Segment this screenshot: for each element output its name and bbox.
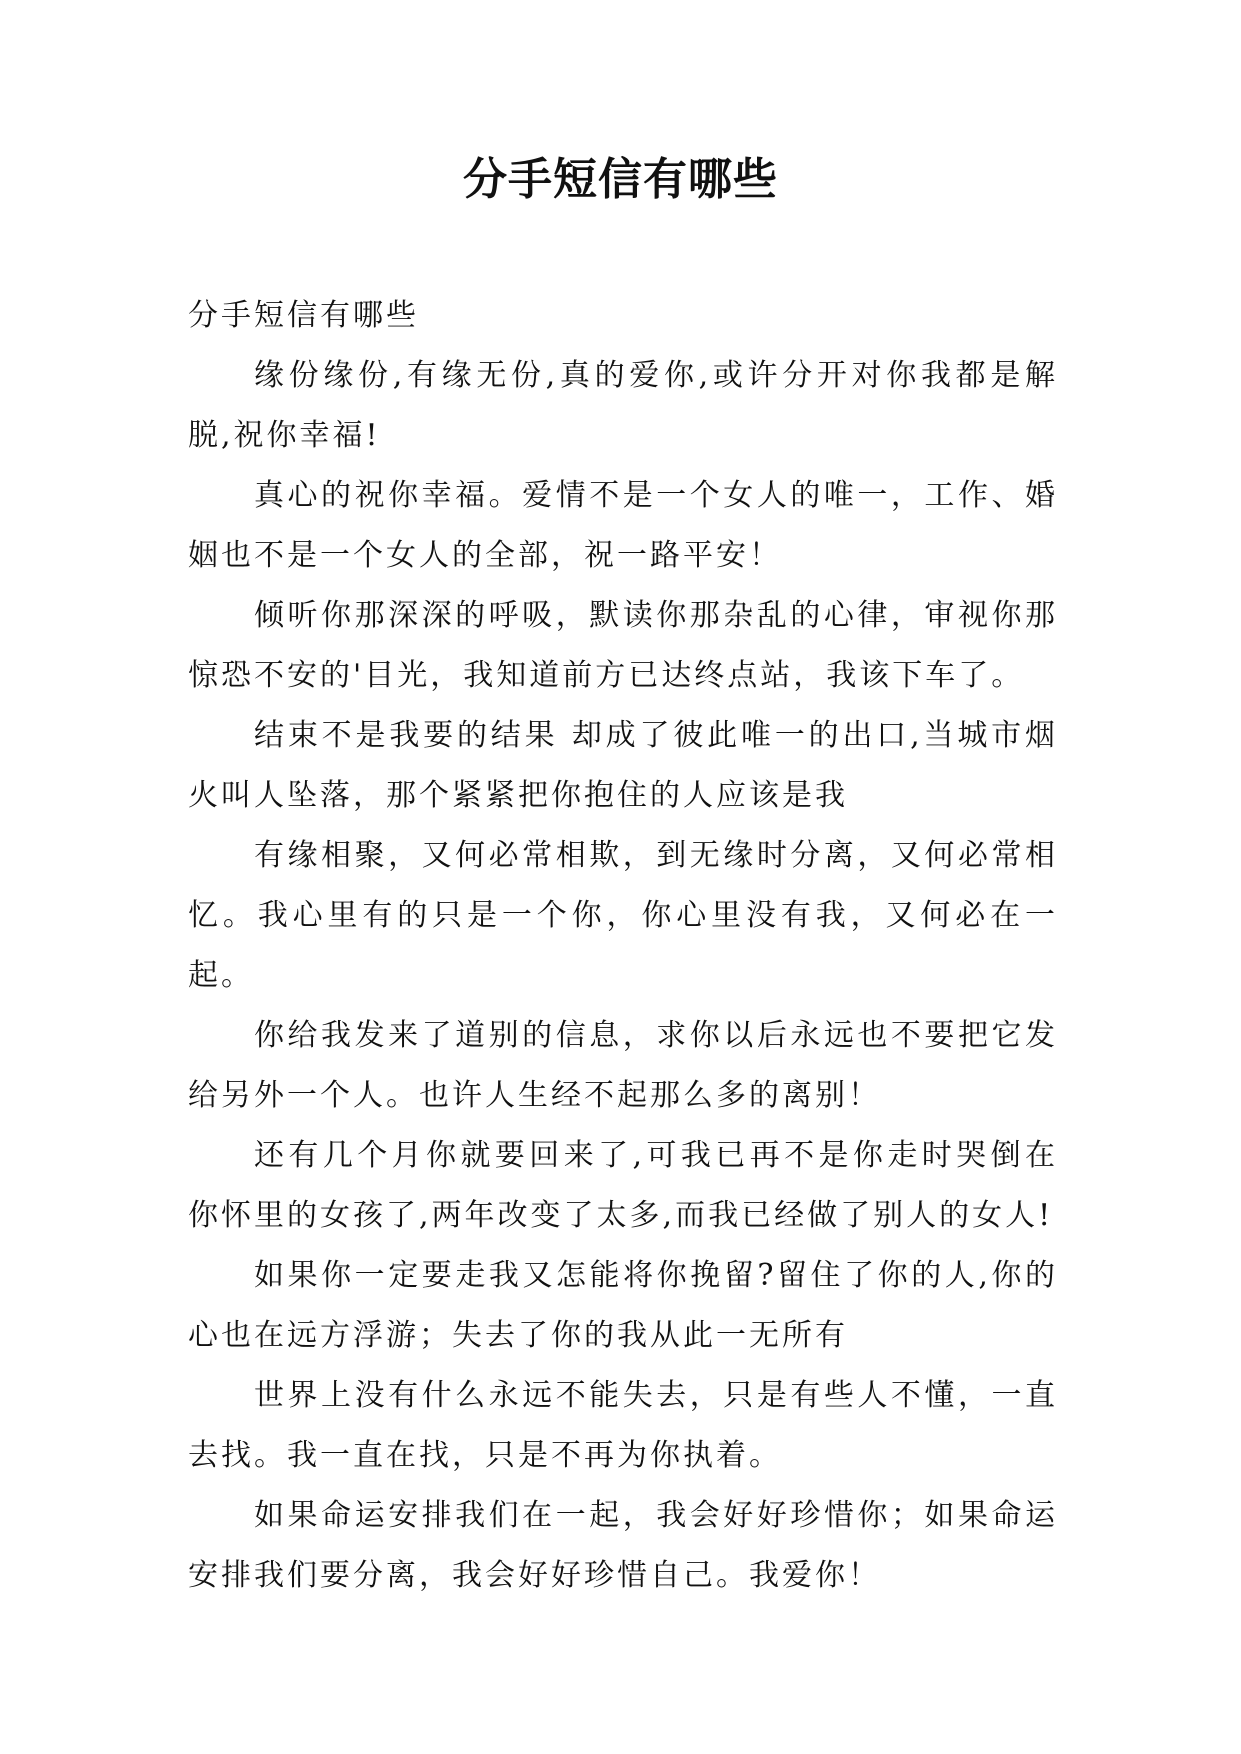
document-subtitle: 分手短信有哪些 [188, 298, 419, 333]
document-title: 分手短信有哪些 [463, 154, 778, 205]
paragraph: 如果命运安排我们在一起，我会好好珍惜你；如果命运安排我们要分离，我会好好珍惜自己。我爱你！ [188, 1498, 1058, 1593]
paragraph: 世界上没有什么永远不能失去，只是有些人不懂，一直去找。我一直在找，只是不再为你执着。 [188, 1378, 1058, 1473]
paragraph: 结束不是我要的结果 却成了彼此唯一的出口,当城市烟火叫人坠落，那个紧紧把你抱住的人应该是我 [188, 718, 1058, 813]
paragraph: 缘份缘份,有缘无份,真的爱你,或许分开对你我都是解脱,祝你幸福! [188, 358, 1058, 453]
paragraph: 还有几个月你就要回来了,可我已再不是你走时哭倒在你怀里的女孩了,两年改变了太多,而我已经做了别人的女人! [188, 1138, 1058, 1233]
paragraph: 有缘相聚，又何必常相欺，到无缘时分离，又何必常相忆。我心里有的只是一个你，你心里没有我，又何必在一起。 [188, 838, 1058, 993]
document-body [188, 286, 1058, 1606]
paragraph: 你给我发来了道别的信息，求你以后永远也不要把它发给另外一个人。也许人生经不起那么多的离别！ [188, 1018, 1058, 1113]
paragraph: 如果你一定要走我又怎能将你挽留?留住了你的人,你的心也在远方浮游；失去了你的我从此一无所有 [188, 1258, 1058, 1353]
paragraph: 倾听你那深深的呼吸，默读你那杂乱的心律，审视你那惊恐不安的'目光，我知道前方已达终点站，我该下车了。 [188, 598, 1058, 693]
paragraph: 真心的祝你幸福。爱情不是一个女人的唯一，工作、婚姻也不是一个女人的全部，祝一路平安！ [188, 478, 1058, 573]
